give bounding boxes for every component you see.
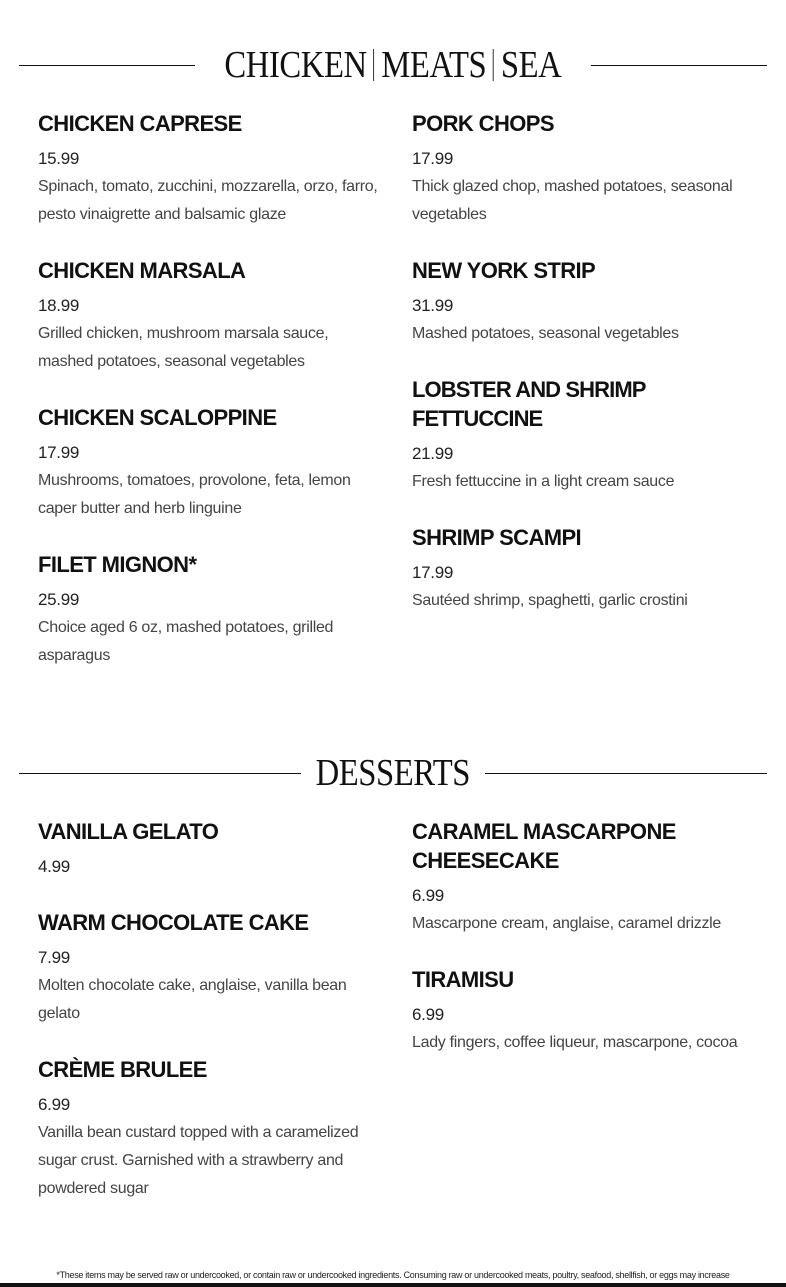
item-price: 17.99 xyxy=(412,563,454,582)
item-name: CHICKEN SCALOPPINE xyxy=(38,405,277,430)
title-part-sea: SEA xyxy=(501,44,562,86)
item-name: WARM CHOCOLATE CAKE xyxy=(38,910,309,935)
item-price: 4.99 xyxy=(38,857,70,876)
item-price: 25.99 xyxy=(38,590,80,609)
item-name: VANILLA GELATO xyxy=(38,819,219,844)
menu-item xyxy=(412,523,772,615)
item-price: 17.99 xyxy=(412,149,454,168)
item-name: CARAMEL MASCARPONE CHEESECAKE xyxy=(412,819,676,873)
menu-item xyxy=(38,550,383,670)
desserts-section-header xyxy=(19,754,767,792)
item-name: PORK CHOPS xyxy=(412,111,554,136)
item-price: 6.99 xyxy=(412,886,444,905)
item-description: Spinach, tomato, zucchini, mozzarella, orzo, farro, pesto vinaigrette and balsamic glaze xyxy=(38,178,378,223)
footnote: *These items may be served raw or undercooked, or contain raw or undercooked ingredients. Consuming raw or undercooked meats, poultry, seafood, shellfish, or eggs may increase xyxy=(56,1270,730,1280)
menu-item xyxy=(38,1055,383,1203)
title-separator xyxy=(493,49,494,81)
title-separator xyxy=(374,49,375,81)
item-name: LOBSTER AND SHRIMP FETTUCCINE xyxy=(412,377,646,431)
menu-item xyxy=(412,256,772,348)
item-name: CHICKEN MARSALA xyxy=(38,258,246,283)
item-price: 18.99 xyxy=(38,296,80,315)
item-price: 31.99 xyxy=(412,296,454,315)
item-description: Lady fingers, coffee liqueur, mascarpone, cocoa xyxy=(412,1034,738,1051)
item-name: CRÈME BRULEE xyxy=(38,1057,207,1082)
desserts-left-column xyxy=(38,817,383,1230)
item-description: Mushrooms, tomatoes, provolone, feta, lemon caper butter and herb linguine xyxy=(38,472,351,517)
item-price: 6.99 xyxy=(38,1095,70,1114)
desserts-right-column xyxy=(412,817,742,1084)
desserts-section-title: DESSERTS xyxy=(315,752,471,794)
item-description: Mashed potatoes, seasonal vegetables xyxy=(412,325,679,342)
item-name: CHICKEN CAPRESE xyxy=(38,111,242,136)
item-name: SHRIMP SCAMPI xyxy=(412,525,582,550)
item-price: 15.99 xyxy=(38,149,80,168)
item-description: Thick glazed chop, mashed potatoes, seasonal vegetables xyxy=(412,178,733,223)
header-rule-right xyxy=(485,773,767,774)
title-part-chicken: CHICKEN xyxy=(224,44,367,86)
mains-section-header xyxy=(19,46,767,84)
header-rule-left xyxy=(19,773,301,774)
header-rule-right xyxy=(591,65,767,66)
mains-right-column xyxy=(412,109,772,642)
title-part-meats: MEATS xyxy=(381,44,487,86)
header-rule-left xyxy=(19,65,195,66)
menu-item xyxy=(38,109,383,229)
item-price: 21.99 xyxy=(412,444,454,463)
mains-section-title xyxy=(223,46,563,84)
item-name: NEW YORK STRIP xyxy=(412,258,596,283)
item-description: Vanilla bean custard topped with a caramelized sugar crust. Garnished with a strawberry and powdered sugar xyxy=(38,1124,359,1197)
item-price: 7.99 xyxy=(38,948,70,967)
menu-item xyxy=(38,403,383,523)
bottom-bar xyxy=(0,1283,786,1287)
menu-item xyxy=(412,109,772,229)
item-description: Choice aged 6 oz, mashed potatoes, grilled asparagus xyxy=(38,619,334,664)
menu-item xyxy=(38,256,383,376)
menu-item xyxy=(38,908,383,1028)
menu-item xyxy=(412,817,742,938)
item-description: Fresh fettuccine in a light cream sauce xyxy=(412,473,675,490)
item-price: 17.99 xyxy=(38,443,80,462)
menu-item xyxy=(38,817,383,878)
menu-item xyxy=(412,375,772,496)
item-description: Grilled chicken, mushroom marsala sauce, mashed potatoes, seasonal vegetables xyxy=(38,325,329,370)
mains-left-column xyxy=(38,109,383,697)
item-description: Molten chocolate cake, anglaise, vanilla bean gelato xyxy=(38,977,347,1022)
item-name: FILET MIGNON* xyxy=(38,552,197,577)
item-price: 6.99 xyxy=(412,1005,444,1024)
item-name: TIRAMISU xyxy=(412,967,514,992)
item-description: Mascarpone cream, anglaise, caramel drizzle xyxy=(412,915,722,932)
item-description: Sautéed shrimp, spaghetti, garlic crostini xyxy=(412,592,688,609)
menu-item xyxy=(412,965,742,1057)
